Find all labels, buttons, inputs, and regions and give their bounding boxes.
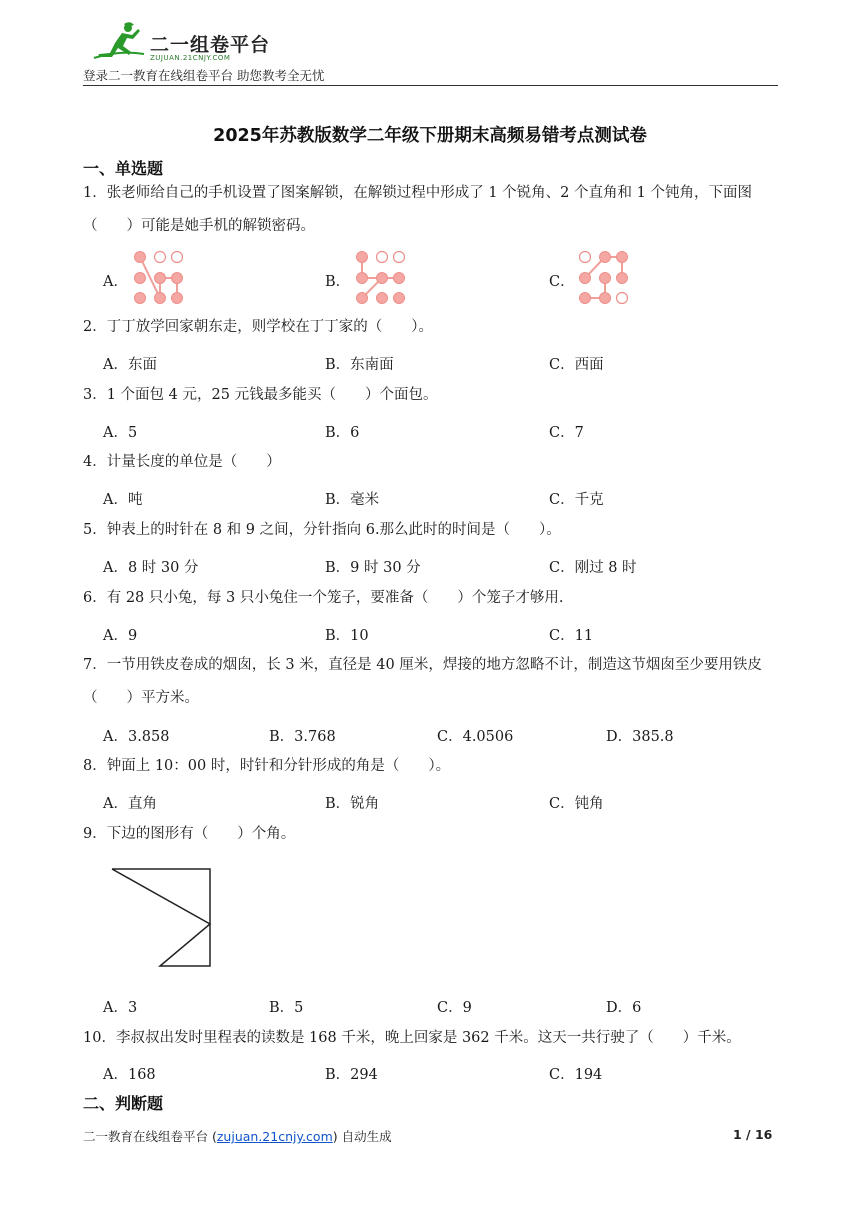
option-7b: B．3.768 [269,729,336,745]
question-3: 3．1 个面包 4 元，25 元钱最多能买（ ）个面包。 [83,387,438,403]
option-6c: C．11 [549,628,594,644]
page-title: 2025年苏教版数学二年级下册期末高频易错考点测试卷 [213,126,647,146]
option-4c: C．千克 [549,492,604,508]
header-divider [83,85,778,86]
option-3b: B．6 [325,425,360,441]
logo-text: 二一组卷平台 [150,34,271,56]
option-6b: B．10 [325,628,369,644]
option-9d: D．6 [606,1000,642,1016]
option-5c: C．刚过 8 时 [549,560,637,576]
option-9b: B．5 [269,1000,304,1016]
option-1a: A． [103,274,128,290]
option-7a: A．3.858 [103,729,170,745]
unlock-pattern-c-icon [575,249,635,309]
question-6: 6．有 28 只小兔，每 3 只小兔住一个笼子，要准备（ ）个笼子才够用. [83,590,564,606]
option-9c: C．9 [437,1000,472,1016]
option-8a: A．直角 [103,796,157,812]
option-7d: D．385.8 [606,729,674,745]
option-4b: B．毫米 [325,492,380,508]
option-5b: B．9 时 30 分 [325,560,421,576]
section-heading-true-false: 二、判断题 [83,1094,164,1113]
question-10: 10．李叔叔出发时里程表的读数是 168 千米，晚上回家是 362 千米。这天一共行驶了（ ）千米。 [83,1030,741,1046]
question-4: 4．计量长度的单位是（ ） [83,454,281,470]
question-8: 8．钟面上 10：00 时，时针和分针形成的角是（ ）。 [83,758,451,774]
runner-logo-icon [92,18,152,64]
option-2a: A．东面 [103,357,157,373]
option-10b: B．294 [325,1067,378,1083]
option-8b: B．锐角 [325,796,380,812]
header-tagline: 登录二一教育在线组卷平台 助您教考全无忧 [83,68,325,83]
angle-figure-icon [108,866,214,970]
footer-source [83,1127,392,1145]
option-3a: A．5 [103,425,138,441]
question-9: 9．下边的图形有（ ）个角。 [83,826,296,842]
question-7: 7．一节用铁皮卷成的烟囱，长 3 米，直径是 40 厘米，焊接的地方忽略不计，制造这节烟囱至少要用铁皮（ ）平方米。 [83,657,762,706]
option-9a: A．3 [103,1000,138,1016]
question-5: 5．钟表上的时针在 8 和 9 之间，分针指向 6.那么此时的时间是（ ）。 [83,522,561,538]
option-10a: A．168 [103,1067,156,1083]
option-4a: A．吨 [103,492,143,508]
option-7c: C．4.0506 [437,729,514,745]
question-1: 1．张老师给自己的手机设置了图案解锁，在解锁过程中形成了 1 个锐角、2 个直角和 1 个钝角，下面图（ ）可能是她手机的解锁密码。 [83,185,752,234]
section-heading-single-choice: 一、单选题 [83,159,164,178]
option-6a: A．9 [103,628,138,644]
option-1c: C． [549,274,575,290]
footer-prefix: 二一教育在线组卷平台 ( [83,1129,217,1144]
page-number: 1 / 16 [733,1127,773,1142]
unlock-pattern-b-icon [352,249,412,309]
option-5a: A．8 时 30 分 [103,560,199,576]
option-1b: B． [325,274,351,290]
option-3c: C．7 [549,425,584,441]
logo-subtext: ZUJUAN.21CNJY.COM [150,54,231,62]
footer-link[interactable]: zujuan.21cnjy.com [216,1129,333,1144]
option-10c: C．194 [549,1067,603,1083]
option-8c: C．钝角 [549,796,604,812]
question-2: 2．丁丁放学回家朝东走，则学校在丁丁家的（ ）。 [83,319,433,335]
footer-suffix: ) 自动生成 [332,1129,392,1144]
option-2b: B．东南面 [325,357,394,373]
unlock-pattern-a-icon [130,249,190,309]
option-2c: C．西面 [549,357,604,373]
